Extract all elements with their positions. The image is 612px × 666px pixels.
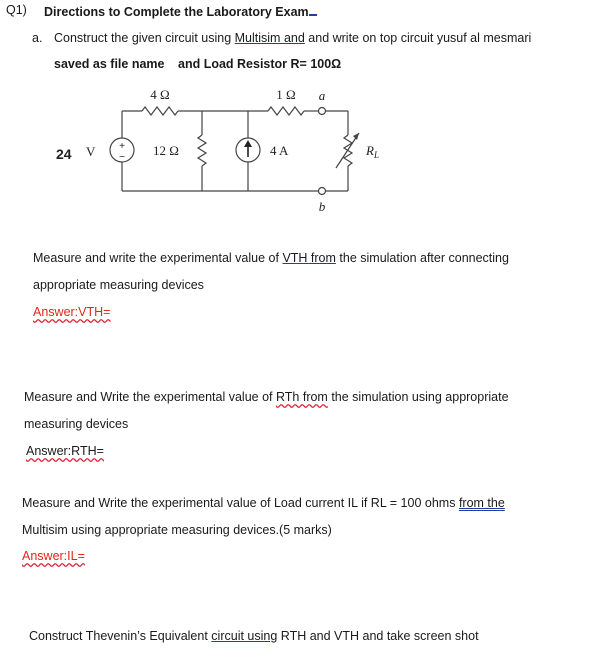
rth-text-b: the simulation using appropriate [327, 390, 509, 404]
il-text-a: Measure and Write the experimental value of Load current IL if RL = 100 ohms [22, 496, 459, 510]
final-text-b: RTH and VTH and take screen shot [277, 629, 479, 643]
label-node-b: b [318, 199, 326, 214]
label-source-unit: V [86, 144, 96, 159]
part-a-text-2: and write on top circuit yusuf al mesmari [304, 31, 532, 45]
multisim-link[interactable]: Multisim and [234, 31, 305, 45]
current-arrow-head [244, 140, 252, 147]
heading-text: Directions to Complete the Laboratory Exam [44, 5, 309, 19]
part-a-line1 [54, 30, 531, 46]
part-a-label: a. [32, 31, 43, 45]
final-text-a: Construct Thevenin’s Equivalent [29, 629, 212, 643]
vth-answer[interactable]: Answer:VTH= [33, 305, 111, 319]
final-link[interactable]: circuit using [211, 629, 278, 643]
page-title [44, 2, 317, 20]
resistor-4ohm [142, 107, 178, 115]
rth-answer[interactable]: Answer:RTH= [26, 444, 104, 458]
rth-text-a: Measure and Write the experimental value of [24, 390, 276, 404]
question-number: Q1) [6, 3, 27, 17]
label-node-a: a [318, 88, 326, 103]
label-current-source: 4 A [270, 143, 289, 158]
part-a-line2b: and Load Resistor R= 100Ω [178, 57, 342, 71]
il-answer[interactable]: Answer:IL= [22, 549, 85, 563]
label-load-r: R [366, 143, 374, 158]
vth-text-a: Measure and write the experimental value of [33, 251, 283, 265]
il-question-line1 [22, 495, 505, 511]
rth-question-line2: measuring devices [24, 417, 129, 431]
vth-question-line1 [33, 250, 509, 266]
source-plus: + [119, 141, 125, 152]
vth-text-b: the simulation after connecting [335, 251, 509, 265]
source-minus: − [119, 152, 125, 163]
label-load [365, 143, 379, 160]
il-question-line2: Multisim using appropriate measuring devices.(5 marks) [22, 523, 332, 537]
vth-link[interactable]: VTH from [282, 251, 336, 265]
terminal-a [319, 108, 326, 115]
label-r-4ohm: 4 Ω [150, 87, 170, 102]
final-instruction [29, 628, 479, 644]
part-a-text-1: Construct the given circuit using [54, 31, 235, 45]
label-r-12ohm: 12 Ω [153, 143, 179, 158]
load-arrow-head [353, 133, 359, 140]
label-r-1ohm: 1 Ω [276, 87, 296, 102]
rth-link[interactable]: RTh from [275, 390, 328, 404]
label-load-sub: L [373, 150, 379, 160]
resistor-1ohm [268, 107, 304, 115]
terminal-b [319, 188, 326, 195]
rth-question-line1 [24, 389, 509, 405]
text-cursor [309, 2, 317, 16]
il-link[interactable]: from the [458, 496, 505, 510]
part-a-line2a: saved as file name [54, 57, 165, 71]
label-source-value: 24 [56, 146, 72, 162]
resistor-12ohm [198, 135, 206, 166]
circuit-diagram [50, 80, 390, 215]
vth-question-line2: appropriate measuring devices [33, 278, 204, 292]
